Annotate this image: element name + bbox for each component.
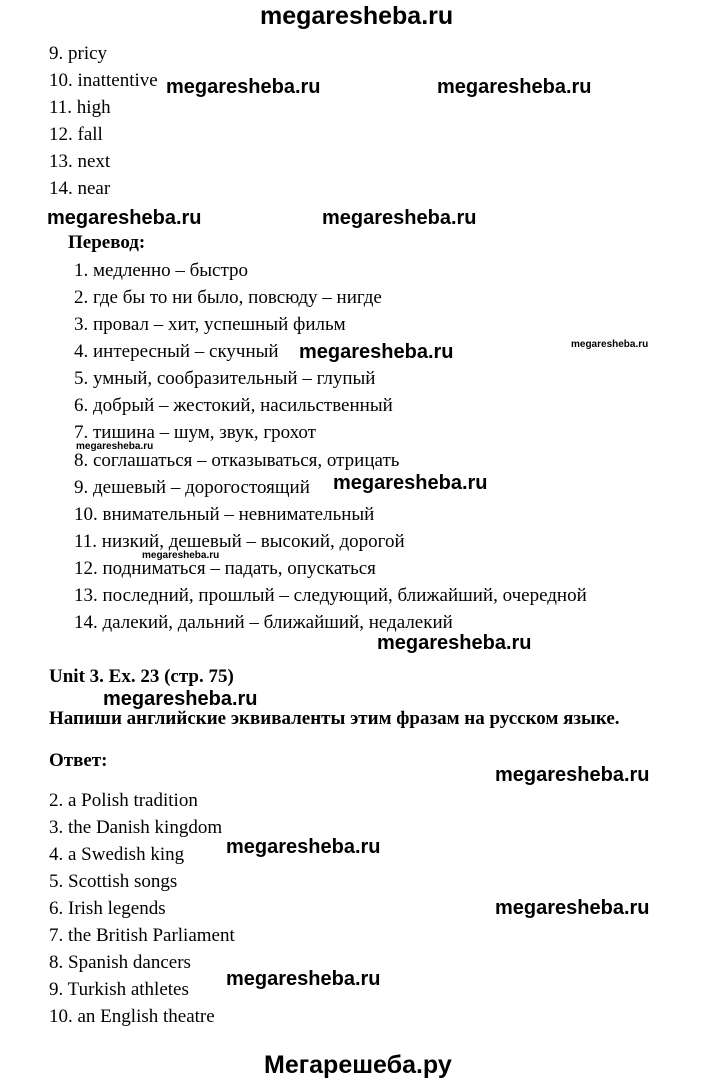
watermark: megaresheba.ru <box>226 836 381 858</box>
list-item: 4. интересный – скучный <box>74 341 279 362</box>
translation-heading: Перевод: <box>68 232 146 253</box>
watermark: megaresheba.ru <box>47 207 202 229</box>
watermark: megaresheba.ru <box>495 897 650 919</box>
list-item: 10. inattentive <box>49 70 158 91</box>
exercise-instruction: Напиши английские эквиваленты этим фразам на русском языке. <box>49 708 620 729</box>
watermark: megaresheba.ru <box>166 76 321 98</box>
list-item: 13. next <box>49 151 111 172</box>
list-item: 12. подниматься – падать, опускаться <box>74 558 376 579</box>
list-item: 9. дешевый – дорогостоящий <box>74 477 310 498</box>
list-item: 5. Scottish songs <box>49 871 178 892</box>
watermark: megaresheba.ru <box>571 339 649 350</box>
watermark: megaresheba.ru <box>226 968 381 990</box>
list-item: 7. the British Parliament <box>49 925 235 946</box>
list-item: 14. near <box>49 178 111 199</box>
list-item: 5. умный, сообразительный – глупый <box>74 368 376 389</box>
list-item: 11. high <box>49 97 111 118</box>
list-item: 13. последний, прошлый – следующий, ближайший, очередной <box>74 585 587 606</box>
exercise-title: Unit 3. Ex. 23 (стр. 75) <box>49 666 234 687</box>
list-item: 8. соглашаться – отказываться, отрицать <box>74 450 400 471</box>
header-watermark: megaresheba.ru <box>260 2 454 30</box>
watermark: megaresheba.ru <box>495 764 650 786</box>
list-item: 11. низкий, дешевый – высокий, дорогой <box>74 531 405 552</box>
watermark: megaresheba.ru <box>322 207 477 229</box>
answer-label: Ответ: <box>49 750 108 771</box>
watermark: megaresheba.ru <box>142 550 220 561</box>
list-item: 6. добрый – жестокий, насильственный <box>74 395 393 416</box>
list-item: 10. an English theatre <box>49 1006 215 1027</box>
list-item: 9. pricy <box>49 43 108 64</box>
list-item: 12. fall <box>49 124 103 145</box>
watermark: megaresheba.ru <box>76 441 154 452</box>
list-item: 3. the Danish kingdom <box>49 817 223 838</box>
footer-watermark: Мегарешеба.ру <box>264 1051 452 1079</box>
watermark: megaresheba.ru <box>299 341 454 363</box>
list-item: 2. где бы то ни было, повсюду – нигде <box>74 287 382 308</box>
list-item: 9. Turkish athletes <box>49 979 189 1000</box>
list-item: 2. a Polish tradition <box>49 790 198 811</box>
watermark: megaresheba.ru <box>333 472 488 494</box>
list-item: 10. внимательный – невнимательный <box>74 504 375 525</box>
list-item: 4. a Swedish king <box>49 844 185 865</box>
watermark: megaresheba.ru <box>437 76 592 98</box>
list-item: 6. Irish legends <box>49 898 166 919</box>
list-item: 14. далекий, дальний – ближайший, недалекий <box>74 612 453 633</box>
list-item: 7. тишина – шум, звук, грохот <box>74 422 316 443</box>
watermark: megaresheba.ru <box>377 632 532 654</box>
list-item: 1. медленно – быстро <box>74 260 249 281</box>
list-item: 8. Spanish dancers <box>49 952 191 973</box>
watermark: megaresheba.ru <box>103 688 258 710</box>
list-item: 3. провал – хит, успешный фильм <box>74 314 346 335</box>
